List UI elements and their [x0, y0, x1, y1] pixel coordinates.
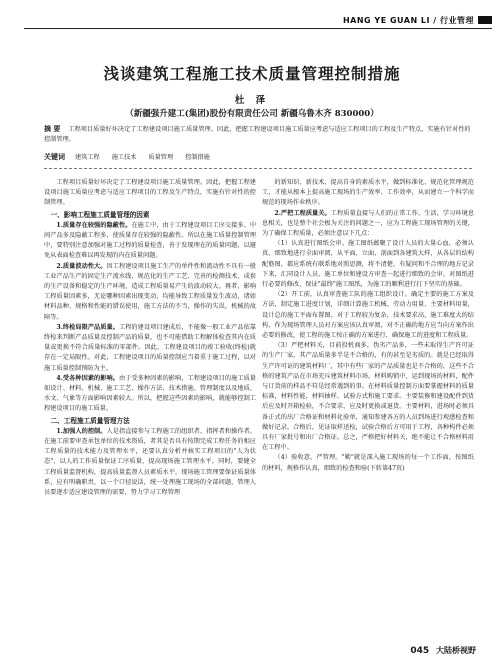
section-heading: 一、影响工程施工质量管理的因素	[50, 210, 150, 219]
paragraph-lead: 3.终检局限产品质量。	[56, 323, 119, 331]
paragraph-lead: 2.质量波动性大。	[56, 262, 107, 270]
body-paragraph	[262, 209, 474, 240]
journal-header	[0, 14, 504, 26]
abstract	[44, 124, 472, 145]
body-paragraph: 的新知识、新技术，提高自身的素质水平，做到标准化、规范化管理规范工，才能从根本上提高施工现场的生产效率、工作效率，从而建立一个科学而规范的现场作业秩序。	[262, 179, 474, 207]
page-number: 045	[410, 646, 430, 656]
article-title: 浅谈建筑工程施工技术质量管理控制措施	[103, 64, 401, 83]
paragraph-text: 因工程建设项目施工生产的单件性和流动性不具有一般工业产品生产的固定生产流水线、规范化的生产工艺、完善的检测技术、成套的生产设备和稳定的生产环境，造成工程质量易产生的波动较大。再者，影响工程质量因素多，无论哪种因素出现变动，均能导致工程质量发生波动，诸如材料品种、规格和性能的错误使用，施工方法的不当，操作的失误，机械的故障等。	[44, 262, 256, 321]
section-divider	[44, 168, 472, 169]
paragraph-lead: 2.严把工程质量关。	[274, 209, 331, 217]
body-paragraph	[44, 374, 256, 415]
author-affiliation: （新疆强升建工(集团)股份有限责任公司 新疆乌鲁木齐 830000）	[125, 109, 379, 119]
paragraph-lead: 1.加强人的控制。	[56, 427, 107, 435]
keywords	[44, 152, 472, 162]
journal-header-text: HANG YE GUAN LI / 行业管理	[342, 15, 474, 25]
paragraph-text: 工程质量直接与人们的正常工作、生活、学习环境息息相关，也是整个社会极为关注的问题之一，应为工程施工现场管理的关键，为了确保工程质量，必须注意以下几点：	[262, 209, 475, 238]
body-paragraph	[44, 262, 256, 323]
section-heading: 二、工程施工质量管理方法	[50, 416, 130, 425]
keyword-item: 建筑工程	[74, 154, 100, 161]
paragraph-text: 工程的建设项目建成后，不能像一般工业产品依靠终检来判断产品质量及控制产品的质量，也不可能借助工程解体检查其内在质量或更换不符合质量标准的零部件。因此，工程建设项目的竣工验收(终检)就存在一定局限性。对此，工程建设项目的质量控制应当着重于施工过程，以对施工质量控制预防为主。	[44, 323, 256, 372]
body-paragraph	[44, 323, 256, 374]
paragraph-text: 由于受多种因素的影响，工程建设项目的施工质量如设计、材料、机械、施工工艺、操作方法、技术措施、管理制度以及地质、水文、气象等方面影响因素较大。所以，把握这些因素的影响，就能够控制工程建设项目的施工质量。	[44, 374, 256, 413]
footer-journal: 大陆桥视野	[436, 646, 476, 655]
body-paragraph: （3）严把材料关，目前投机商多，伪劣产品多，一些未取得生产许可证的生产厂家，其产品质量多半是不合格的，有的甚至是劣质的。就是已经取得生产许可证的建筑材料厂，其中有些厂家的产品质量也是不合格的，这些不合格的建筑产品在市场充斥建筑材料市场。材料购销中，运到现场的材料，配件与订货前的样品不符是经常遇到的事。在材料质量控制方面要掌握材料的质量标准，材料性能，材料抽样、试验方式和施工要求。主要装修和建设配件到货后应及时开箱检验，不合要求，应及时更换或退货。主要材料，进场时必须具备正式的出厂合格证和材料化验单，通知参建各方的人员到场进行观感检查和做好记录，合格后，见证取样送检，试验合格后方可用于工程，各种构件必须具有厂家批号和出厂合格证。总之，严格把好材料关，绝不能让不合格材料用在工程中。	[262, 342, 474, 452]
body-paragraph: （2）开工前，认真审查施工队的施工组织设计。确定主要的施工方案及方法，制定施工进度计划，详细计算施工机械、劳动力用量、主要材料用量，设计总的施工平面布置图。对于工程较为复杂，技术要求高，施工难度大的结构，作为现场管理人员对方案应该认真审阅，对不正确的地方应当向方案作出必要的修改，使工程的施工按正确的方案进行，确保施工的进度和工程质量。	[262, 291, 474, 340]
body-paragraph: 工程项目质量好坏决定了工程建设项目施工质量管理。因此，把握工程建设项目施工质量应考虑与适应工程项目的工程及生产特点，实施有针对性的控制管理。	[44, 179, 256, 207]
body-column-left	[44, 178, 256, 498]
keyword-item: 控制措施	[185, 154, 210, 161]
body-paragraph	[44, 427, 256, 498]
paragraph-lead: 4.受各种因素的影响。	[56, 374, 119, 382]
abstract-label: 摘 要	[44, 124, 61, 133]
body-paragraph: （1）认真进行图纸会审。施工图纸蕴聚了设计人员的大量心血，必须认真、细致地进行全面审阅，从平面、立面、剖面到各建筑大样，从各层的结构配筋图，都应系统有联系地对照思测，将不清楚、有疑问和不合理的地方记录下来，汇同设计人员、施工单位和建设方审查一起进行细致的会审，对图纸进行必要的修改，保证"最终"施工图纸，为施工的顺利进行打下坚实的基础。	[262, 240, 474, 289]
page-footer	[410, 645, 476, 656]
keywords-label: 关键词	[44, 152, 65, 161]
header-rule	[24, 28, 492, 29]
paragraph-lead: 1.质量存在较强的隐蔽性。	[56, 221, 132, 229]
body-column-right	[262, 178, 474, 474]
body-paragraph: （4）验收意，严管理。"勤"就是深入施工现场的每一个工作面，按图纸的材料，规格作认真，细致的检查和验(下转第47页)	[262, 454, 474, 472]
header-block-mark	[478, 16, 492, 24]
abstract-text: 工程项目质量好坏决定了工程建设项目施工质量管理。因此，把握工程建设项目施工质量应考虑与适应工程项目的工程及生产特点，实施有针对性的控制管理。	[44, 126, 471, 143]
keyword-item: 施工技术	[111, 154, 137, 161]
body-paragraph	[44, 221, 256, 262]
paragraph-text: 在施工中，由于工程建设项目工序交接多、中间产品多及隐蔽工程多，使质量存在较强的隐蔽性。所以在施工质量控制管理中，要特别注意加强对施工过程的质量检查，善于发现埋在的质量问题，以避免从表面检查难以再发现的内在质量问题。	[44, 221, 257, 260]
keyword-item: 质量管理	[148, 154, 174, 161]
author-name: 杜 泽	[234, 95, 270, 106]
paragraph-text: 人是指直接参与工程施工的组织者、指挥者和操作者。在施工前要审查承包单位的技术资质，者其是否具有按期完成工程任务的相应工程质量的技术能力及管理水平，还要认真分析并核实工程项目的"人为状态"，以人的工作质量保证工序质量、提高现场施工管理水平。同时，要健全工程质量监督机构，提高质量监督人员素质水平，现场施工管理要保证质量体系，应有明确职责，以一个口径说话，统一处理施工现场的全部问题，管理人员要逐步适应建设管理的需要，努力学习工程管理	[44, 427, 256, 497]
